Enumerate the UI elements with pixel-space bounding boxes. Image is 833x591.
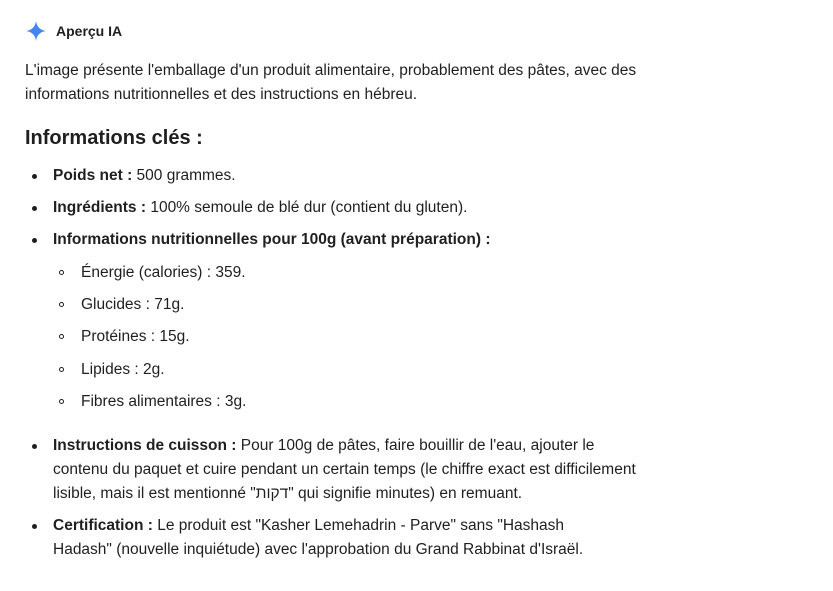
nutrition-item <box>81 358 165 382</box>
item-label: Poids net : <box>53 167 133 184</box>
bullet-icon <box>32 524 37 529</box>
list-item <box>53 514 623 562</box>
nutrition-item <box>81 325 190 349</box>
ai-overview-title: Aperçu IA <box>56 23 123 39</box>
nutrition-text: Lipides : 2g. <box>81 361 165 378</box>
list-item <box>53 228 653 252</box>
circle-bullet-icon <box>59 367 64 372</box>
nutrition-item <box>81 293 184 317</box>
bullet-icon <box>32 238 37 243</box>
intro-paragraph: L'image présente l'emballage d'un produit alimentaire, probablement des pâtes, avec des informations nutritionnelles et des instructions en hébreu. <box>25 62 637 103</box>
bullet-icon <box>32 444 37 449</box>
bullet-icon <box>32 174 37 179</box>
nutrition-text: Protéines : 15g. <box>81 328 190 345</box>
item-label: Informations nutritionnelles pour 100g (avant préparation) : <box>53 231 491 248</box>
nutrition-item <box>81 261 246 285</box>
item-text: Le produit est "Kasher Lemehadrin - Parve" sans "Hashash Hadash" (nouvelle inquiétude) avec l'approbation du Grand Rabbinat d'Israël. <box>53 517 584 558</box>
nutrition-item <box>81 390 246 414</box>
gemini-sparkle-icon <box>25 20 47 42</box>
item-label: Certification : <box>53 517 153 534</box>
item-label: Ingrédients : <box>53 199 147 216</box>
nutrition-text: Fibres alimentaires : 3g. <box>81 393 247 410</box>
ai-overview-header <box>25 19 122 43</box>
item-text: 100% semoule de blé dur (contient du gluten). <box>146 199 468 216</box>
item-text: 500 grammes. <box>132 167 236 184</box>
nutrition-text: Glucides : 71g. <box>81 296 185 313</box>
circle-bullet-icon <box>59 270 64 275</box>
circle-bullet-icon <box>59 302 64 307</box>
circle-bullet-icon <box>59 399 64 404</box>
item-text: Pour 100g de pâtes, faire bouillir de l'eau, ajouter le contenu du paquet et cuire pendant un certain temps (le chiffre exact est difficilement lisible, mais il est mentionné "דקות" qui signifie minutes) en remuant. <box>53 437 636 502</box>
list-item <box>53 434 648 506</box>
list-item <box>53 196 653 220</box>
item-label: Instructions de cuisson : <box>53 437 237 454</box>
bullet-icon <box>32 206 37 211</box>
list-item <box>53 164 653 188</box>
section-title: Informations clés : <box>25 127 203 149</box>
nutrition-text: Énergie (calories) : 359. <box>81 264 246 281</box>
circle-bullet-icon <box>59 334 64 339</box>
